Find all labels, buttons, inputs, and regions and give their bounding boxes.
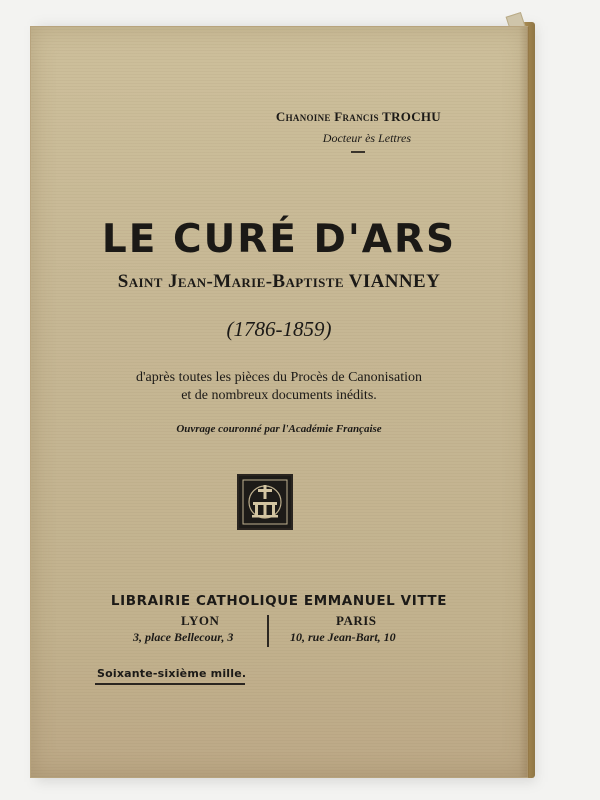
book-dates: (1786-1859) [226,317,332,341]
publisher-emblem-icon [237,474,293,530]
address-divider [267,615,269,647]
author-degree: Docteur ès Lettres [322,131,411,145]
emblem-graphic [239,476,291,528]
city-paris: PARIS [336,613,377,628]
book-cover [30,26,528,778]
degree-dash [351,151,365,153]
award-note: Ouvrage couronné par l'Académie Française [176,423,382,435]
edition-underline [95,683,245,685]
book-description [31,369,527,405]
address-paris: 10, rue Jean-Bart, 10 [290,630,396,644]
edition-note: Soixante-sixième mille. [97,667,247,680]
book-subtitle: Saint Jean-Marie-Baptiste VIANNEY [117,271,441,292]
description-line-2: et de nombreux documents inédits. [181,388,377,403]
author-name: Chanoine Francis TROCHU [275,109,441,124]
book-title: LE CURÉ D'ARS [101,217,457,262]
address-lyon: 3, place Bellecour, 3 [133,630,234,644]
publisher-name: LIBRAIRIE CATHOLIQUE EMMANUEL VITTE [110,593,448,609]
description-line-1: d'après toutes les pièces du Procès de Canonisation [136,370,422,385]
city-lyon: LYON [181,613,220,628]
